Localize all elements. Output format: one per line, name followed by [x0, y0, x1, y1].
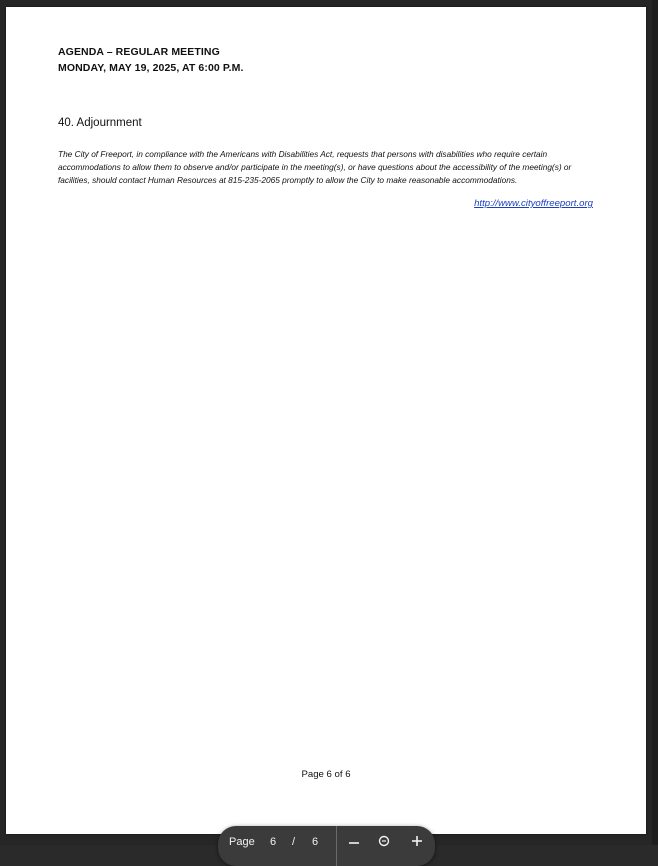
- plus-icon: [410, 835, 424, 849]
- ada-disclaimer: The City of Freeport, in compliance with the Americans with Disabilities Act, requests that persons with disabilities who require certain accommodations to allow them to observe and/or participate in the meeting(s), or have questions about the accessibility of the meeting(s) or facilities, should contact Human Resources at 815-235-2065 promptly to allow the City to make reasonable accommodations.: [58, 149, 572, 185]
- total-pages: 6: [312, 836, 319, 848]
- agenda-title: AGENDA – REGULAR MEETING: [58, 46, 220, 58]
- scrollbar-track[interactable]: [652, 0, 658, 845]
- city-website-link[interactable]: http://www.cityoffreeport.org: [474, 198, 593, 209]
- zoom-out-button[interactable]: [343, 832, 365, 854]
- meeting-date: MONDAY, MAY 19, 2025, AT 6:00 P.M.: [58, 62, 244, 74]
- agenda-item-adjournment: 40. Adjournment: [58, 117, 142, 129]
- page-separator: /: [292, 836, 296, 848]
- fit-page-icon: [377, 835, 391, 849]
- pdf-toolbar: [218, 826, 435, 866]
- page-number-footer: Page 6 of 6: [301, 769, 351, 780]
- page-label: Page: [229, 836, 255, 848]
- current-page-input[interactable]: 6: [270, 836, 277, 848]
- toolbar-divider: [336, 826, 337, 866]
- fit-page-button[interactable]: [373, 832, 395, 854]
- minus-icon: [347, 835, 361, 849]
- zoom-in-button[interactable]: [406, 832, 428, 854]
- pdf-page: [6, 7, 646, 834]
